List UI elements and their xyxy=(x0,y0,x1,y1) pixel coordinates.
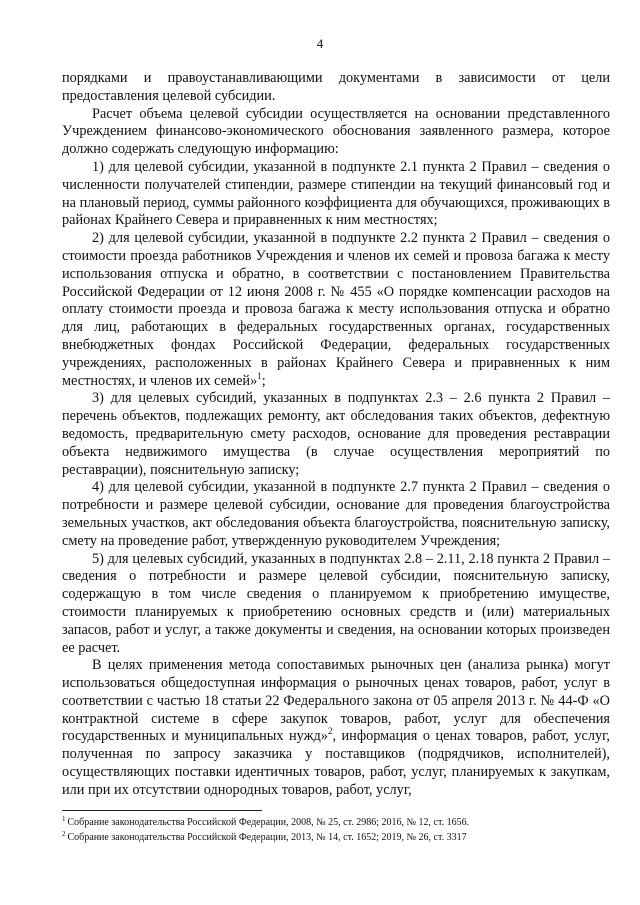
paragraph-calculation-basis: Расчет объема целевой субсидии осуществляется на основании представленного Учреждением финансово-экономического обоснования заявленного размера, которое должно содержать следующую информацию: xyxy=(62,105,610,158)
list-item-4: 4) для целевой субсидии, указанной в подпункте 2.7 пункта 2 Правил – сведения о потребности и размере целевой субсидии, основание для проведения благоустройства земельных участков, акт обследования объекта благоустройства, пояснительную записку, смету на проведение работ, утвержденную руководителем Учреждения; xyxy=(62,479,610,549)
footnote-2-text: Собрание законодательства Российской Федерации, 2013, № 14, ст. 1652; 2019, № 26, ст. 3317 xyxy=(67,832,467,843)
footnote-1-number: 1 xyxy=(62,814,66,823)
footnote-ref-1: 1 xyxy=(257,370,262,381)
footnote-ref-2: 2 xyxy=(327,726,333,737)
footnote-separator xyxy=(62,810,262,811)
list-item-2-text: 2) для целевой субсидии, указанной в подпункте 2.2 пункта 2 Правил – сведения о стоимости проезда работников Учреждения и членов их семей и провоза багажа к месту использования отпуска и обратно, в соответствии с постановлением Правительства Российской Федерации от 12 июня 2008 г. № 455 «О порядке компенсации расходов на оплату стоимости проезда и провоза багажа к месту использования отпуска и обратно для лиц, работающих в федеральных государственных органах, государственных внебюджетных фондах Российской Федерации, федеральных государственных учреждениях, расположенных в районах Крайнего Севера и приравненных к ним местностях, и членов их семей» xyxy=(62,230,610,389)
list-item-3: 3) для целевых субсидий, указанных в подпунктах 2.3 – 2.6 пункта 2 Правил – перечень объектов, подлежащих ремонту, акт обследования таких объектов, дефектную ведомость, предварительную смету расходов, основание для проведения реставрации объекта недвижимого имущества (в случае осуществления мероприятий по реставрации), пояснительную записку; xyxy=(62,390,610,478)
list-item-5: 5) для целевых субсидий, указанных в подпунктах 2.8 – 2.11, 2.18 пункта 2 Правил – сведения о потребности и размере целевой субсидии, пояснительную записку, содержащую в том числе сведения о планируемом к приобретению имуществе, стоимости планируемых к приобретению основных средств и (или) материальных запасов, работ и услуг, а также документы и сведения, на основании которых произведен ее расчет. xyxy=(62,550,610,656)
list-item-2 xyxy=(62,230,610,390)
footnote-1 xyxy=(62,815,610,830)
page-number: 4 xyxy=(316,36,324,51)
footnote-1-text: Собрание законодательства Российской Федерации, 2008, № 25, ст. 2986; 2016, № 12, ст. 1656. xyxy=(67,817,470,828)
paragraph-market-method-text: В целях применения метода сопоставимых рыночных цен (анализа рынка) могут использоваться общедоступная информация о рыночных ценах товаров, работ, услуг в соответствии с частью 18 статьи 22 Федерального закона от 05 апреля 2013 г. № 44-Ф «О контрактной системе в сфере закупок товаров, работ, услуг для обеспечения государственных и муниципальных нужд» xyxy=(62,657,610,745)
paragraph-continuation: порядками и правоустанавливающими документами в зависимости от цели предоставления целевой субсидии. xyxy=(62,70,610,104)
paragraph-market-method xyxy=(62,657,610,799)
document-body xyxy=(62,70,610,800)
list-item-1: 1) для целевой субсидии, указанной в подпункте 2.1 пункта 2 Правил – сведения о численности получателей стипендии, размере стипендии на текущий финансовый год и на плановый период, суммы районного коэффициента для обучающихся, проживающих в районах Крайнего Севера и приравненных к ним местностях; xyxy=(62,158,610,229)
paragraph-market-method-continuation: , информация о ценах товаров, работ, услуг, полученная по запросу заказчика у поставщиков (подрядчиков, исполнителей), осуществляющих поставки идентичных товаров, работ, услуг, планируемых к закупкам, или при их отсутствии однородных товаров, работ, услуг, xyxy=(62,728,610,798)
footnote-2 xyxy=(62,830,610,845)
footnotes xyxy=(62,815,610,845)
list-item-2-end: ; xyxy=(261,372,266,389)
footnote-2-number: 2 xyxy=(62,829,66,838)
